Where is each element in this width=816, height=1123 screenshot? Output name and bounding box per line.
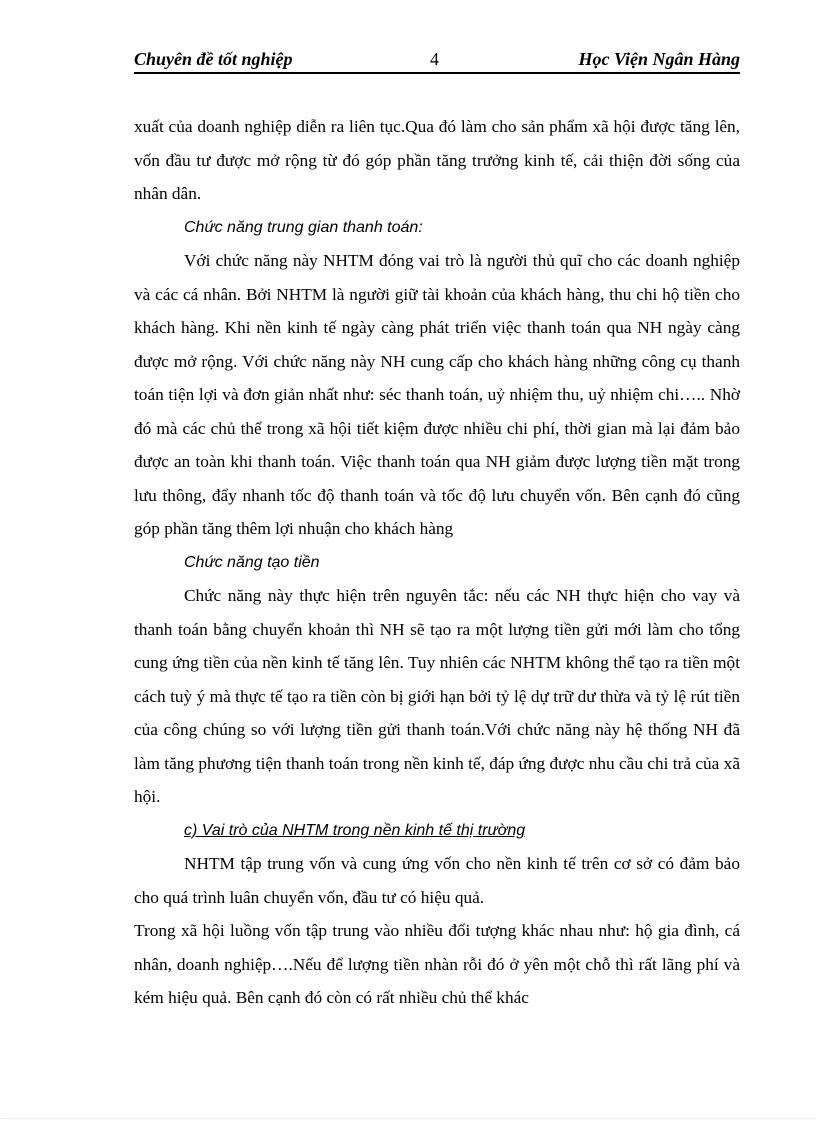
page-header bbox=[134, 48, 740, 74]
subheading-payment-intermediary: Chức năng trung gian thanh toán: bbox=[184, 218, 423, 236]
section-heading-role: c) Vai trò của NHTM trong nền kinh tế thị trường bbox=[184, 821, 526, 839]
header-institution: Học Viện Ngân Hàng bbox=[578, 49, 740, 69]
header-page-number: 4 bbox=[430, 49, 439, 69]
paragraph-continuation: xuất của doanh nghiệp diễn ra liên tục.Qua đó làm cho sản phẩm xã hội được tăng lên, vốn đầu tư được mở rộng từ đó góp phần tăng trưởng kinh tế, cải thiện đời sống của nhân dân. bbox=[134, 117, 740, 203]
paragraph-role: NHTM tập trung vốn và cung ứng vốn cho nền kinh tế trên cơ sở có đảm bảo cho quá trình luân chuyển vốn, đầu tư có hiệu quả. bbox=[134, 854, 740, 907]
paragraph-capital-flow: Trong xã hội luồng vốn tập trung vào nhiều đối tượng khác nhau như: hộ gia đình, cá nhân, doanh nghiệp….Nếu để lượng tiền nhàn rỗi đó ở yên một chỗ thì rất lãng phí và kém hiệu quả. Bên cạnh đó còn có rất nhiều chủ thể khác bbox=[134, 921, 740, 1007]
header-document-title: Chuyên đề tốt nghiệp bbox=[134, 49, 293, 69]
document-body bbox=[134, 110, 740, 1015]
page-bottom-border bbox=[0, 1118, 816, 1119]
paragraph-money-creation: Chức năng này thực hiện trên nguyên tắc: nếu các NH thực hiện cho vay và thanh toán bằng chuyển khoản thì NH sẽ tạo ra một lượng tiền gửi mới làm cho tổng cung ứng tiền của nền kinh tế tăng lên. Tuy nhiên các NHTM không thể tạo ra tiền một cách tuỳ ý mà thực tế tạo ra tiền còn bị giới hạn bởi tỷ lệ dự trữ dư thừa và tỷ lệ rút tiền của công chúng so với lượng tiền gửi thanh toán.Với chức năng này hệ thống NH đã làm tăng phương tiện thanh toán trong nền kinh tế, đáp ứng được nhu cầu chi trả của xã hội. bbox=[134, 586, 740, 806]
subheading-money-creation: Chức năng tạo tiền bbox=[184, 553, 320, 571]
paragraph-payment-intermediary: Với chức năng này NHTM đóng vai trò là người thủ quĩ cho các doanh nghiệp và các cá nhân. Bởi NHTM là người giữ tài khoản của khách hàng, thu chi hộ tiền cho khách hàng. Khi nền kinh tế ngày càng phát triển việc thanh toán qua NH ngày càng được mở rộng. Với chức năng này NH cung cấp cho khách hàng những công cụ thanh toán tiện lợi và đơn giản nhất như: séc thanh toán, uỷ nhiệm thu, uỷ nhiệm chi….. Nhờ đó mà các chủ thể trong xã hội tiết kiệm được nhiều chi phí, thời gian mà lại đảm bảo được an toàn khi thanh toán. Việc thanh toán qua NH giảm được lượng tiền mặt trong lưu thông, đẩy nhanh tốc độ thanh toán và tốc độ lưu chuyển vốn. Bên cạnh đó cũng góp phần tăng thêm lợi nhuận cho khách hàng bbox=[134, 251, 740, 538]
